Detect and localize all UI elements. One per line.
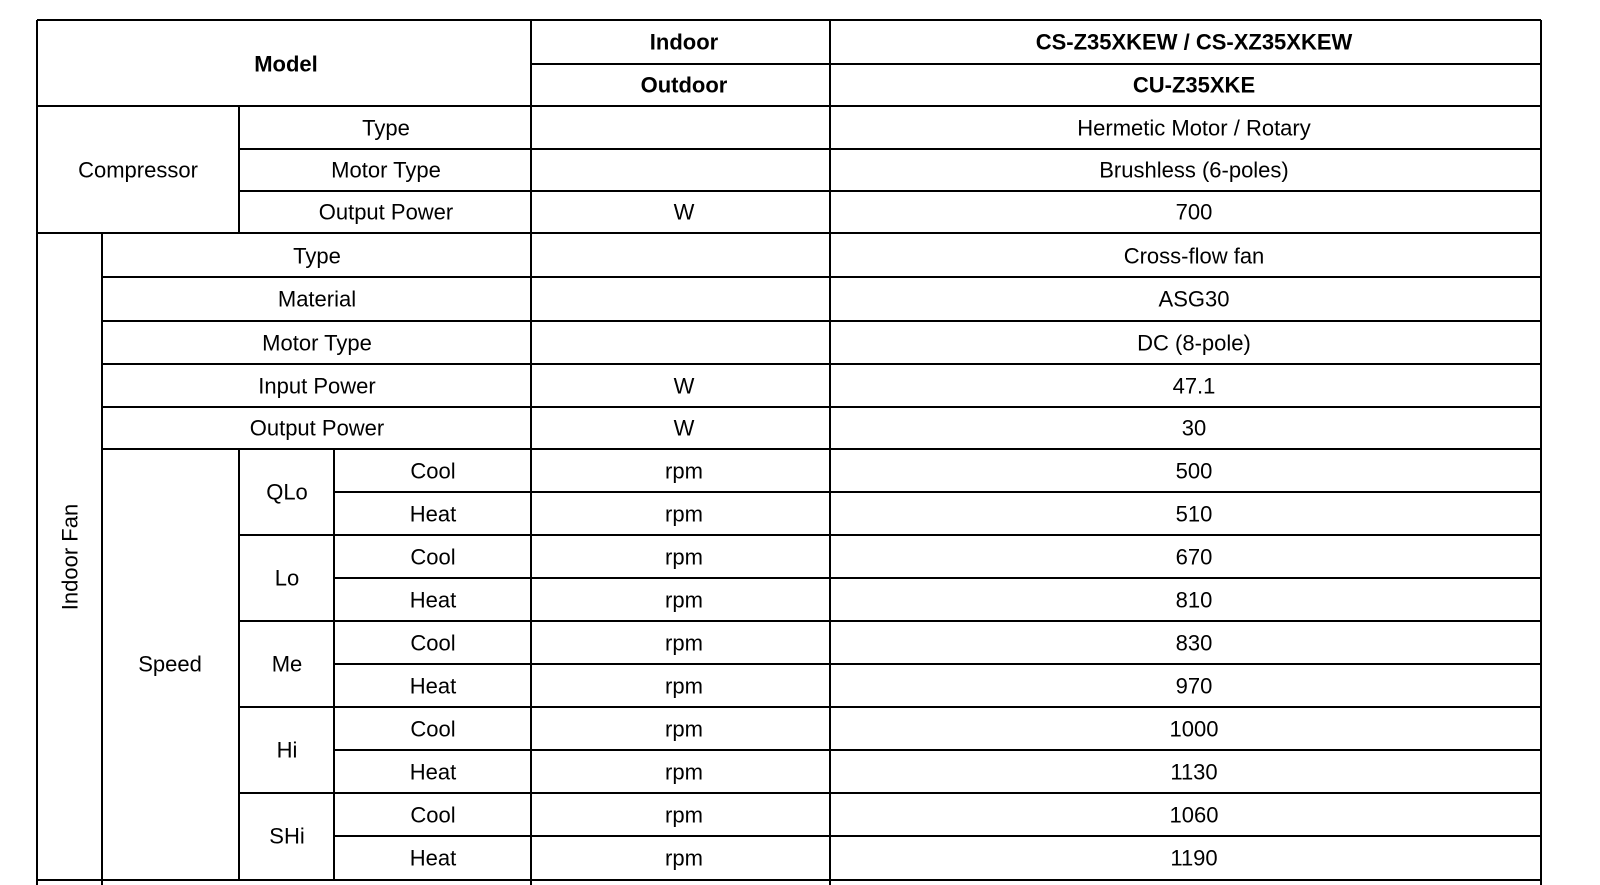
row-unit: W (673, 373, 695, 399)
row-label: Type (293, 243, 341, 269)
speed-unit: rpm (665, 544, 703, 570)
indoor-fan-group-label: Indoor Fan (57, 503, 83, 611)
indoor-fan-row (278, 287, 1230, 312)
speed-level-label: Lo (274, 565, 300, 591)
speed-mode: Heat (409, 759, 457, 785)
header-outdoor-model: CU-Z35XKE (1132, 72, 1256, 98)
speed-mode: Heat (409, 845, 457, 871)
speed-value: 1190 (1170, 845, 1218, 871)
indoor-fan-row (250, 416, 1207, 441)
speed-mode: Cool (410, 802, 456, 828)
speed-value: 970 (1175, 673, 1213, 699)
compressor-row (362, 116, 1311, 141)
speed-value: 830 (1175, 630, 1213, 656)
indoor-fan-row (258, 374, 1215, 399)
speed-value: 810 (1175, 587, 1213, 613)
speed-unit: rpm (665, 673, 703, 699)
row-label: Motor Type (262, 330, 372, 356)
speed-unit: rpm (665, 716, 703, 742)
header-indoor-label: Indoor (649, 29, 719, 55)
speed-value: 1060 (1169, 802, 1219, 828)
speed-mode: Cool (410, 716, 456, 742)
speed-unit: rpm (665, 802, 703, 828)
row-unit: W (673, 415, 695, 441)
header-indoor-model: CS-Z35XKEW / CS-XZ35XKEW (1035, 29, 1353, 55)
speed-unit: rpm (665, 501, 703, 527)
speed-mode: Cool (410, 458, 456, 484)
speed-mode: Cool (410, 630, 456, 656)
row-label: Material (277, 286, 357, 312)
speed-unit: rpm (665, 587, 703, 613)
compressor-row (319, 200, 1213, 225)
speed-mode: Heat (409, 587, 457, 613)
row-value: Cross-flow fan (1123, 243, 1265, 269)
speed-value: 510 (1175, 501, 1213, 527)
compressor-row (331, 158, 1289, 183)
speed-mode: Cool (410, 544, 456, 570)
speed-mode: Heat (409, 673, 457, 699)
speed-value: 1000 (1169, 716, 1219, 742)
header-outdoor-label: Outdoor (640, 72, 728, 98)
indoor-fan-row (262, 331, 1251, 356)
header-model-label: Model (254, 51, 318, 77)
row-value: ASG30 (1158, 286, 1230, 312)
row-unit: W (673, 199, 695, 225)
row-label: Motor Type (331, 157, 441, 183)
speed-label: Speed (138, 651, 202, 677)
speed-mode: Heat (409, 501, 457, 527)
row-value: 700 (1175, 199, 1213, 225)
row-value: Brushless (6-poles) (1099, 157, 1289, 183)
compressor-group-label: Compressor (78, 157, 198, 183)
row-label: Type (362, 115, 410, 141)
speed-unit: rpm (665, 458, 703, 484)
row-value: DC (8-pole) (1137, 330, 1251, 356)
row-label: Input Power (258, 373, 376, 399)
speed-value: 500 (1175, 458, 1213, 484)
speed-unit: rpm (665, 759, 703, 785)
speed-unit: rpm (665, 845, 703, 871)
speed-level-label: Hi (276, 737, 298, 763)
speed-level-label: Me (271, 651, 303, 677)
row-label: Output Power (249, 415, 385, 441)
row-value: 30 (1181, 415, 1207, 441)
speed-level-label: SHi (269, 823, 305, 849)
speed-value: 1130 (1170, 759, 1218, 785)
table-grid (37, 20, 1541, 885)
speed-value: 670 (1175, 544, 1213, 570)
row-label: Output Power (318, 199, 454, 225)
row-value: Hermetic Motor / Rotary (1077, 115, 1311, 141)
row-value: 47.1 (1172, 373, 1216, 399)
speed-level-label: QLo (266, 479, 308, 505)
speed-unit: rpm (665, 630, 703, 656)
indoor-fan-row (293, 244, 1264, 269)
